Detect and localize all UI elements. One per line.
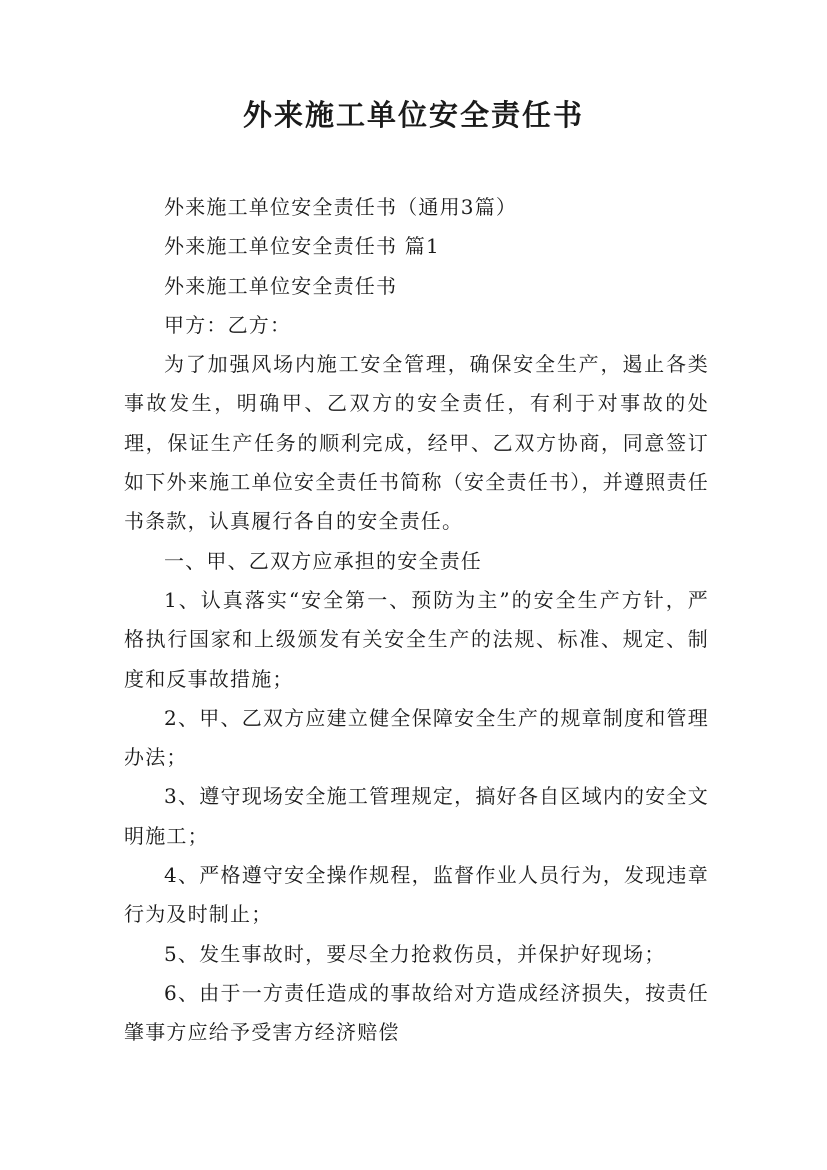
paragraph-item-1: 1、认真落实“安全第一、预防为主”的安全生产方针，严格执行国家和上级颁发有关安全生产的法规、标准、规定、制度和反事故措施； [124,587,709,691]
paragraph-subtitle: 外来施工单位安全责任书 [164,273,398,298]
paragraph-section-1: 一、甲、乙双方应承担的安全责任 [164,548,482,573]
paragraph-heading-general: 外来施工单位安全责任书（通用3篇） [164,195,518,219]
paragraph-item-2: 2、甲、乙双方应建立健全保障安全生产的规章制度和管理办法； [124,705,709,770]
paragraph-item-6: 6、由于一方责任造成的事故给对方造成经济损失，按责任肇事方应给予受害方经济赔偿 [124,980,709,1045]
paragraph-parties: 甲方：乙方： [164,312,292,337]
paragraph-item-5: 5、发生事故时，要尽全力抢救伤员，并保护好现场； [164,941,666,966]
paragraph-item-4: 4、严格遵守安全操作规程，监督作业人员行为，发现违章行为及时制止； [124,863,709,927]
document-title: 外来施工单位安全责任书 [242,98,584,132]
paragraph-heading-part1: 外来施工单位安全责任书 篇1 [164,234,440,259]
paragraph-item-3: 3、遵守现场安全施工管理规定，搞好各自区域内的安全文明施工； [124,784,709,848]
paragraph-intro: 为了加强风场内施工安全管理，确保安全生产，遏止各类事故发生，明确甲、乙双方的安全责任，有利于对事故的处理，保证生产任务的顺利完成，经甲、乙双方协商，同意签订如下外来施工单位安全责任书简称（安全责任书），并遵照责任书条款，认真履行各自的安全责任。 [124,352,709,534]
document-body [124,188,709,1053]
